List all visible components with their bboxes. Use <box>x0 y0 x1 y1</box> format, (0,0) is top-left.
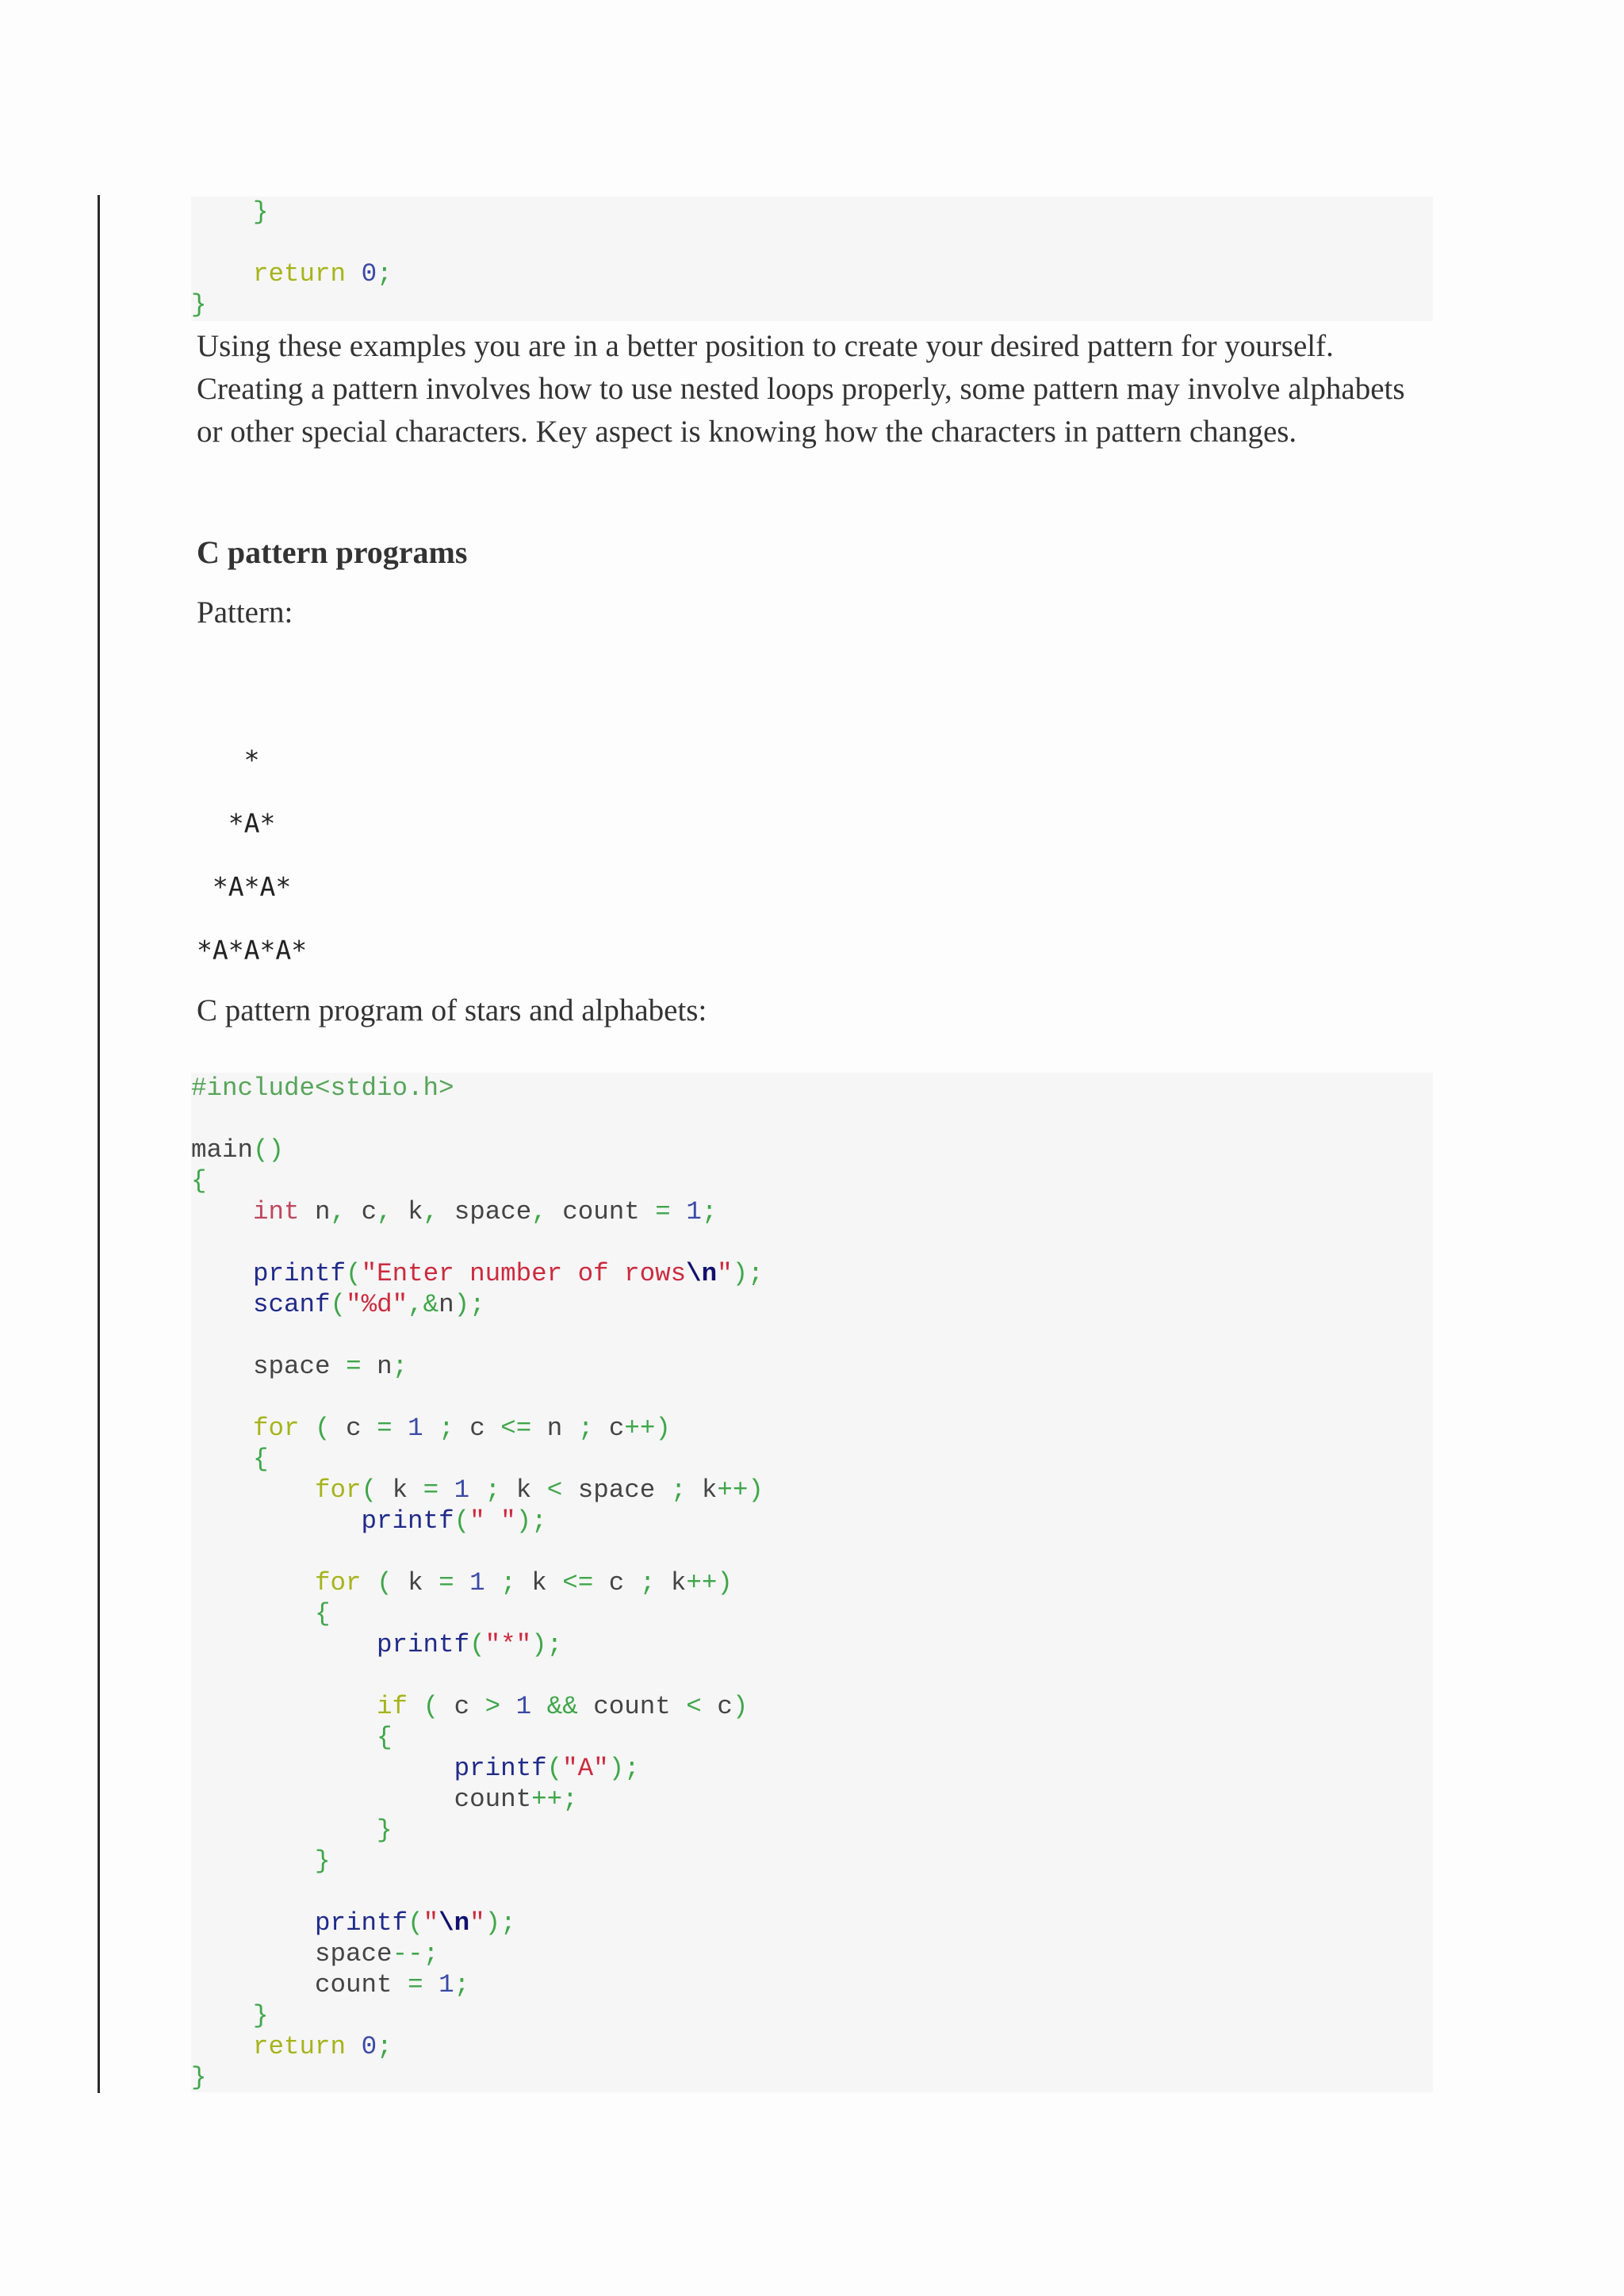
code-line: for( k = 1 ; k < space ; k++) <box>315 1475 764 1505</box>
code-line <box>191 228 1433 258</box>
code-line: return 0; <box>253 2032 393 2061</box>
code-line: } <box>191 290 207 320</box>
pattern-output <box>197 741 307 995</box>
code-line: { <box>191 1166 207 1196</box>
code-line <box>191 1536 1433 1567</box>
code-line: count++; <box>454 1785 578 1814</box>
code-line: } <box>377 1816 393 1845</box>
code-line: scanf("%d",&n); <box>253 1290 485 1319</box>
pattern-line: *A*A*A* <box>197 935 308 966</box>
code-line: return 0; <box>253 259 393 289</box>
code-line: printf(" "); <box>361 1506 547 1536</box>
code-line: #include<stdio.h> <box>191 1073 454 1103</box>
code-line: { <box>315 1599 331 1628</box>
pattern-line: *A* <box>197 808 276 839</box>
program-label: C pattern program of stars and alphabets: <box>197 993 707 1027</box>
code-line <box>191 1320 1433 1351</box>
code-block-main <box>191 1073 1433 2092</box>
code-line: { <box>377 1723 393 1752</box>
code-line: printf("A"); <box>454 1754 640 1783</box>
code-line <box>191 1227 1433 1258</box>
code-line <box>191 1877 1433 1908</box>
code-line: } <box>315 1846 331 1876</box>
code-line <box>191 1382 1433 1413</box>
code-line: space = n; <box>253 1352 408 1381</box>
blockquote-rule <box>98 195 100 2093</box>
code-line: } <box>253 2001 269 2030</box>
code-line: printf("Enter number of rows\n"); <box>253 1259 764 1288</box>
code-line: } <box>191 2063 207 2092</box>
code-line: main() <box>191 1135 285 1165</box>
intro-paragraph: Using these examples you are in a better position to create your desired pattern for yourself. Creating a pattern involves how to use nested loops properly, some pattern may involve alphabets or other special characters. Key aspect is knowing how the characters in pattern changes. <box>197 329 1405 449</box>
pattern-line: * <box>197 744 260 775</box>
code-line: space--; <box>315 1939 439 1969</box>
code-line <box>191 1104 1433 1135</box>
code-line: { <box>253 1445 269 1474</box>
code-line: } <box>253 197 269 227</box>
code-line: for ( k = 1 ; k <= c ; k++) <box>315 1568 733 1598</box>
code-line: printf("\n"); <box>315 1908 516 1938</box>
code-line <box>191 1660 1433 1691</box>
code-line: count = 1; <box>315 1970 470 1999</box>
code-line: int n, c, k, space, count = 1; <box>253 1197 718 1226</box>
section-heading: C pattern programs <box>197 534 468 570</box>
pattern-line: *A*A* <box>197 871 292 902</box>
code-line: printf("*"); <box>377 1630 563 1659</box>
code-line: if ( c > 1 && count < c) <box>377 1692 749 1721</box>
pattern-label: Pattern: <box>197 595 293 629</box>
code-block-top <box>191 197 1433 321</box>
code-line: for ( c = 1 ; c <= n ; c++) <box>253 1414 671 1443</box>
